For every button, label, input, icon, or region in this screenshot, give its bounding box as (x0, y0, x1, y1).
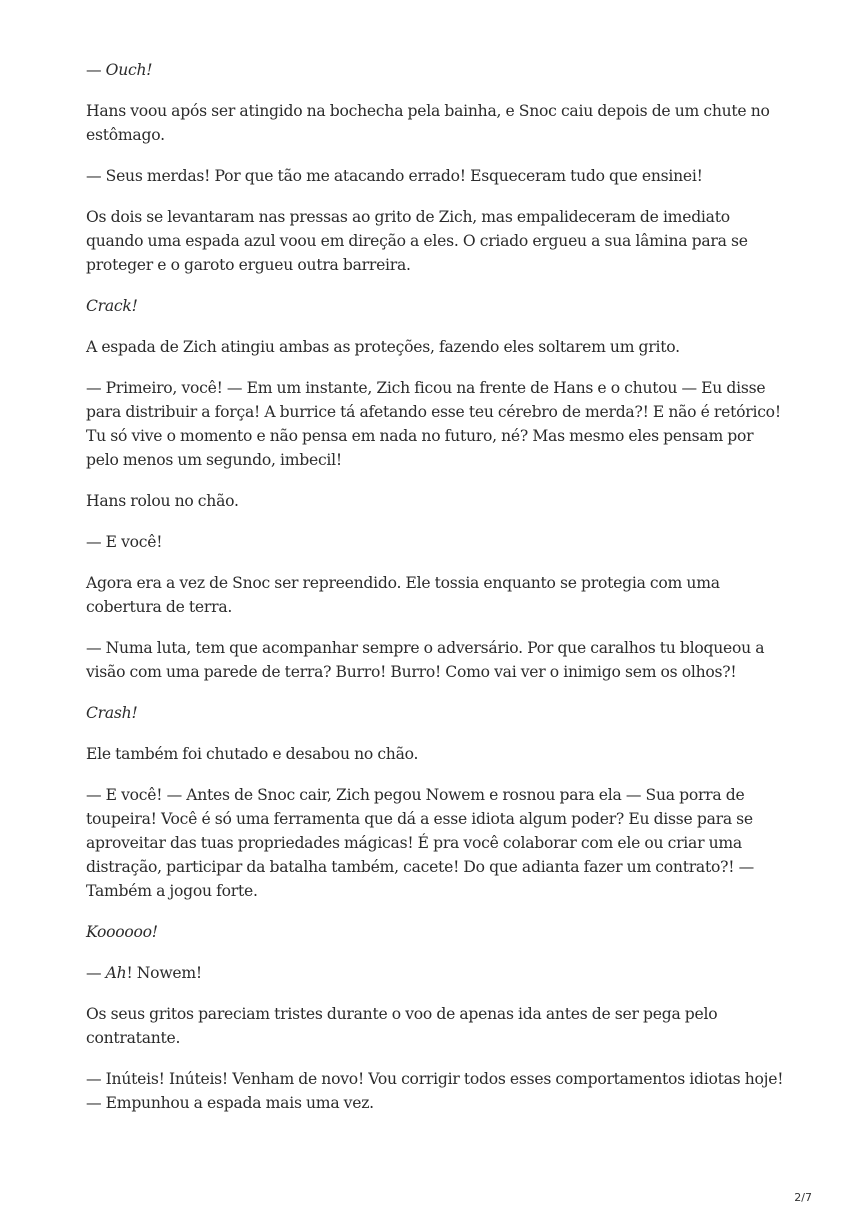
paragraph (86, 1067, 786, 1115)
text-run: Hans rolou no chão. (86, 492, 239, 510)
italic-text: Crash! (86, 704, 138, 722)
paragraph (86, 961, 786, 985)
text-run: A espada de Zich atingiu ambas as proteções, fazendo eles soltarem um grito. (86, 338, 680, 356)
paragraph (86, 1002, 786, 1050)
paragraph (86, 489, 786, 513)
text-run: — E você! — Antes de Snoc cair, Zich pegou Nowem e rosnou para ela — Sua porra de toupeira! Você é só uma ferramenta que dá a esse idiota algum poder? Eu disse para se aproveitar das tuas propriedades mágicas! É pra você colaborar com ele ou criar uma distração, participar da batalha também, cacete! Do que adianta fazer um contrato?! — Também a jogou forte. (86, 786, 754, 900)
document-body (86, 58, 786, 1132)
text-run: — Seus merdas! Por que tão me atacando errado! Esqueceram tudo que ensinei! (86, 167, 703, 185)
page-number: 2/7 (794, 1191, 812, 1204)
italic-text: Ah (105, 964, 127, 982)
text-run: — Numa luta, tem que acompanhar sempre o adversário. Por que caralhos tu bloqueou a visão com uma parede de terra? Burro! Burro! Como vai ver o inimigo sem os olhos?! (86, 639, 765, 681)
paragraph (86, 164, 786, 188)
paragraph (86, 335, 786, 359)
italic-text: Ouch! (105, 61, 153, 79)
paragraph (86, 783, 786, 903)
paragraph (86, 571, 786, 619)
paragraph (86, 920, 786, 944)
paragraph (86, 294, 786, 318)
text-run: — E você! (86, 533, 163, 551)
text-run: Agora era a vez de Snoc ser repreendido. Ele tossia enquanto se protegia com uma cobertura de terra. (86, 574, 720, 616)
text-run: — (86, 61, 106, 79)
italic-text: Crack! (86, 297, 138, 315)
italic-text: Koooooo! (86, 923, 158, 941)
paragraph (86, 530, 786, 554)
text-run: Hans voou após ser atingido na bochecha pela bainha, e Snoc caiu depois de um chute no estômago. (86, 102, 770, 144)
text-run: — Primeiro, você! — Em um instante, Zich ficou na frente de Hans e o chutou — Eu disse para distribuir a força! A burrice tá afetando esse teu cérebro de merda?! E não é retórico! Tu só vive o momento e não pensa em nada no futuro, né? Mas mesmo eles pensam por pelo menos um segundo, imbecil! (86, 379, 781, 469)
paragraph (86, 205, 786, 277)
text-run: Os seus gritos pareciam tristes durante o voo de apenas ida antes de ser pega pelo contratante. (86, 1005, 718, 1047)
paragraph (86, 99, 786, 147)
paragraph (86, 742, 786, 766)
text-run: ! Nowem! (126, 964, 202, 982)
paragraph (86, 58, 786, 82)
text-run: — Inúteis! Inúteis! Venham de novo! Vou corrigir todos esses comportamentos idiotas hoje! — Empunhou a espada mais uma vez. (86, 1070, 784, 1112)
paragraph (86, 636, 786, 684)
paragraph (86, 701, 786, 725)
text-run: Ele também foi chutado e desabou no chão. (86, 745, 419, 763)
text-run: — (86, 964, 106, 982)
paragraph (86, 376, 786, 472)
text-run: Os dois se levantaram nas pressas ao grito de Zich, mas empalideceram de imediato quando uma espada azul voou em direção a eles. O criado ergueu a sua lâmina para se proteger e o garoto ergueu outra barreira. (86, 208, 748, 274)
